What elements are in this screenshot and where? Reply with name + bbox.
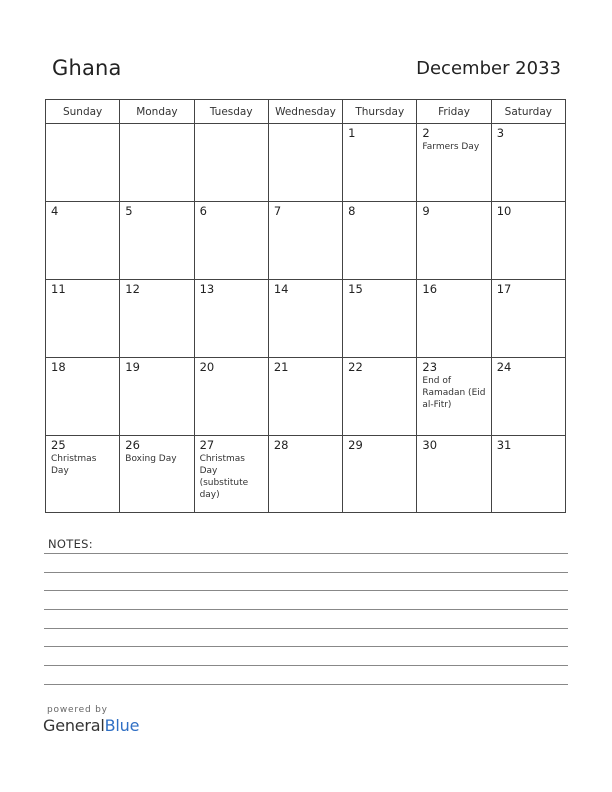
calendar-day-cell — [120, 358, 194, 436]
calendar-week-row — [46, 280, 566, 358]
notes-line — [44, 590, 568, 591]
calendar-month-title: December 2033 — [416, 58, 561, 79]
calendar-day-cell — [194, 280, 268, 358]
day-number: 8 — [348, 204, 356, 218]
calendar-day-cell — [343, 436, 417, 513]
day-number: 21 — [273, 360, 289, 374]
day-number: 18 — [51, 360, 66, 374]
day-number: 25 — [51, 438, 66, 452]
day-number: 12 — [125, 282, 140, 296]
calendar-day-cell — [417, 280, 491, 358]
calendar-day-cell — [194, 358, 268, 436]
day-number: 23 — [422, 360, 438, 374]
calendar-day-cell — [268, 436, 342, 513]
day-number: 13 — [199, 282, 215, 296]
calendar-day-cell — [417, 124, 491, 202]
calendar-day-cell — [268, 124, 342, 202]
day-number: 19 — [125, 360, 140, 374]
calendar-day-cell — [46, 358, 120, 436]
calendar-day-cell — [120, 436, 194, 513]
day-number: 10 — [496, 204, 512, 218]
calendar-day-cell — [491, 280, 565, 358]
calendar-week-row — [46, 358, 566, 436]
day-number: 5 — [125, 204, 133, 218]
calendar-day-cell — [491, 358, 565, 436]
calendar-day-cell — [46, 436, 120, 513]
weekday-monday: Monday — [120, 100, 194, 124]
calendar-day-cell — [194, 436, 268, 513]
weekday-thursday: Thursday — [343, 100, 417, 124]
day-number: 3 — [496, 126, 505, 140]
notes-line — [44, 646, 568, 647]
holiday-label: Farmers Day — [422, 142, 480, 152]
day-number: 6 — [199, 204, 207, 218]
day-number: 15 — [348, 282, 363, 296]
weekday-friday: Friday — [417, 100, 491, 124]
weekday-sunday: Sunday — [46, 100, 120, 124]
notes-line — [44, 609, 568, 610]
calendar-day-cell — [120, 280, 194, 358]
weekday-header-row — [46, 100, 566, 124]
notes-line — [44, 572, 568, 573]
calendar-day-cell — [417, 202, 491, 280]
notes-line — [44, 665, 568, 666]
day-number: 26 — [125, 438, 140, 452]
day-number: 14 — [273, 282, 289, 296]
day-number: 29 — [348, 438, 363, 452]
calendar-day-cell — [46, 202, 120, 280]
calendar-day-cell — [417, 358, 491, 436]
calendar-day-cell — [194, 202, 268, 280]
calendar-day-cell — [120, 202, 194, 280]
calendar-week-row — [46, 202, 566, 280]
calendar-week-row — [46, 436, 566, 513]
weekday-tuesday: Tuesday — [194, 100, 268, 124]
calendar-day-cell — [343, 124, 417, 202]
day-number: 24 — [496, 360, 512, 374]
calendar-day-cell — [343, 358, 417, 436]
calendar-day-cell — [194, 124, 268, 202]
calendar-day-cell — [268, 202, 342, 280]
day-number: 28 — [273, 438, 289, 452]
calendar-day-cell — [417, 436, 491, 513]
day-number: 22 — [348, 360, 363, 374]
calendar-grid — [45, 99, 566, 513]
day-number: 17 — [496, 282, 512, 296]
generalblue-logo — [43, 705, 139, 736]
calendar-week-row — [46, 124, 566, 202]
notes-label: NOTES: — [48, 537, 93, 551]
day-number: 31 — [496, 438, 512, 452]
weekday-wednesday: Wednesday — [268, 100, 342, 124]
day-number: 7 — [273, 204, 282, 218]
brand-general: General — [43, 716, 105, 735]
calendar-day-cell — [120, 124, 194, 202]
calendar-day-cell — [46, 124, 120, 202]
weekday-saturday: Saturday — [491, 100, 565, 124]
day-number: 27 — [199, 438, 215, 452]
day-number: 11 — [51, 282, 66, 296]
holiday-label: Christmas Day (substitute day) — [199, 454, 249, 500]
calendar-day-cell — [491, 124, 565, 202]
holiday-label: End of Ramadan (Eid al-Fitr) — [422, 376, 486, 410]
holiday-label: Boxing Day — [125, 454, 177, 464]
day-number: 1 — [348, 126, 356, 140]
brand-blue: Blue — [104, 716, 140, 735]
notes-line — [44, 628, 568, 629]
calendar-day-cell — [343, 202, 417, 280]
brand-name — [43, 716, 139, 736]
day-number: 2 — [422, 126, 430, 140]
calendar-day-cell — [343, 280, 417, 358]
calendar-day-cell — [268, 358, 342, 436]
calendar-country-title: Ghana — [52, 56, 122, 80]
calendar-day-cell — [46, 280, 120, 358]
notes-line — [44, 553, 568, 554]
holiday-label: Christmas Day — [51, 454, 97, 476]
calendar-day-cell — [491, 202, 565, 280]
calendar-day-cell — [268, 280, 342, 358]
day-number: 20 — [199, 360, 215, 374]
day-number: 4 — [51, 204, 59, 218]
powered-by-text: powered by — [47, 705, 108, 715]
day-number: 30 — [422, 438, 438, 452]
day-number: 16 — [422, 282, 438, 296]
calendar-day-cell — [491, 436, 565, 513]
day-number: 9 — [422, 204, 430, 218]
notes-line — [44, 684, 568, 685]
